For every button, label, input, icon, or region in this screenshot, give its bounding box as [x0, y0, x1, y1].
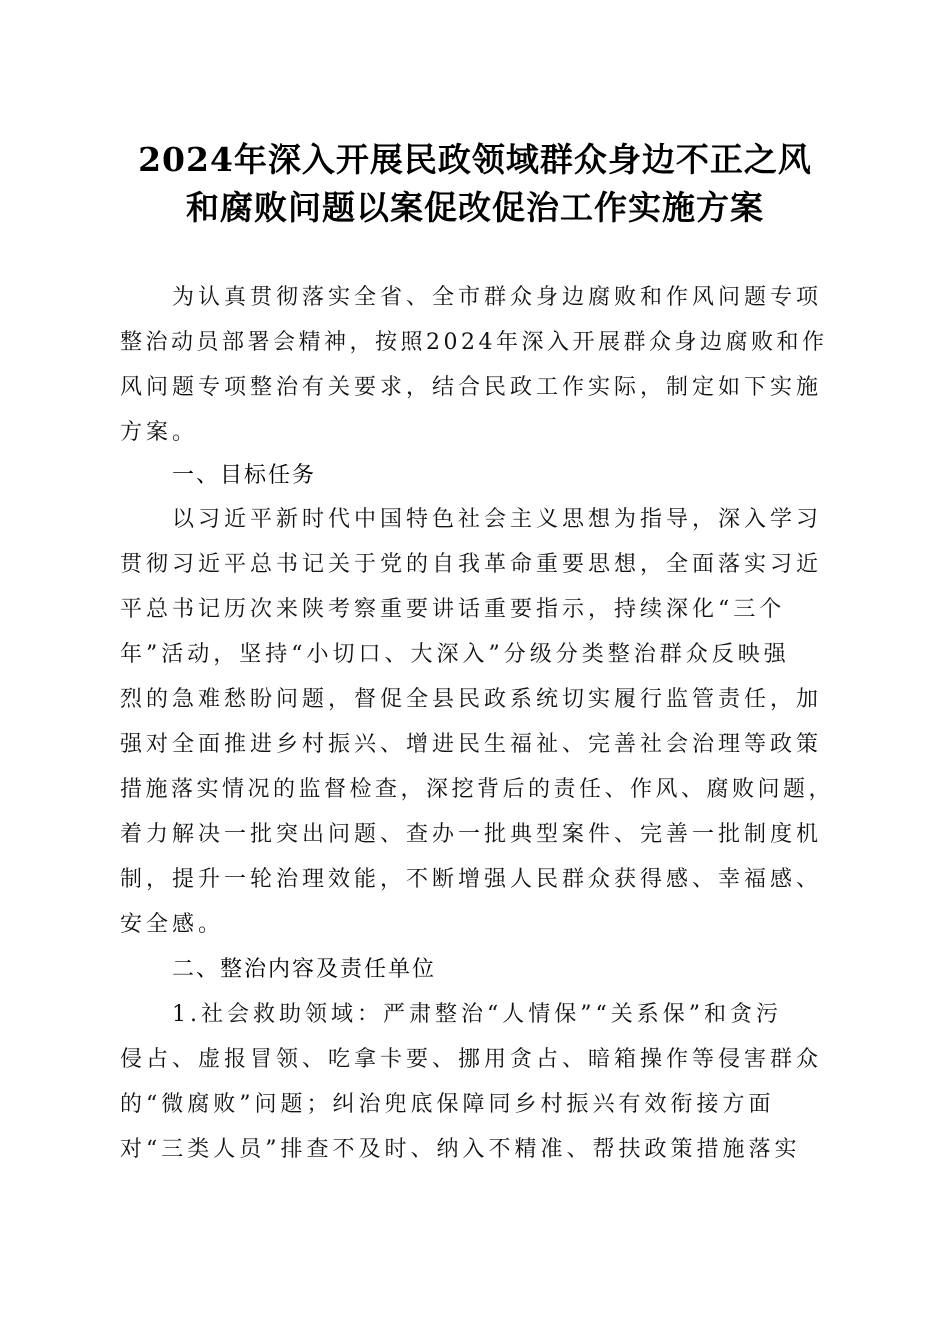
document-title-line-1: 2024年深入开展民政领域群众身边不正之风: [138, 140, 812, 179]
section1-line: 措施落实情况的监督检查，深挖背后的责任、作风、腐败问题，: [120, 777, 835, 802]
document-title-line-2: 和腐败问题以案促改促治工作实施方案: [186, 188, 764, 227]
section1-line: 以习近平新时代中国特色社会主义思想为指导，深入学习: [172, 507, 823, 532]
section2-line: 对“三类人员”排查不及时、纳入不精准、帮扶政策措施落实: [120, 1137, 801, 1162]
section1-line: 烈的急难愁盼问题，督促全县民政系统切实履行监管责任，加: [120, 687, 823, 712]
section-heading-goals: 一、目标任务: [172, 463, 317, 488]
section1-line: 安全感。: [120, 912, 225, 937]
section2-line: 1.社会救助领域：严肃整治“人情保”“关系保”和贪污: [172, 1002, 782, 1027]
section1-line: 强对全面推进乡村振兴、增进民生福祉、完善社会治理等政策: [120, 732, 823, 757]
intro-line: 为认真贯彻落实全省、全市群众身边腐败和作风问题专项: [172, 285, 823, 310]
intro-line: 风问题专项整治有关要求，结合民政工作实际，制定如下实施: [120, 375, 823, 400]
intro-line: 方案。: [120, 420, 199, 445]
section2-line: 侵占、虚报冒领、吃拿卡要、挪用贪占、暗箱操作等侵害群众: [120, 1047, 823, 1072]
section1-line: 年”活动，坚持“小切口、大深入”分级分类整治群众反映强: [120, 642, 790, 667]
section-heading-content: 二、整治内容及责任单位: [172, 957, 437, 982]
section1-line: 贯彻习近平总书记关于党的自我革命重要思想，全面落实习近: [120, 552, 823, 577]
intro-line: 整治动员部署会精神，按照2024年深入开展群众身边腐败和作: [120, 330, 828, 355]
section1-line: 着力解决一批突出问题、查办一批典型案件、完善一批制度机: [120, 822, 823, 847]
section1-line: 平总书记历次来陕考察重要讲话重要指示，持续深化“三个: [120, 597, 786, 622]
section2-line: 的“微腐败”问题；纠治兜底保障同乡村振兴有效衔接方面: [120, 1092, 775, 1117]
section1-line: 制，提升一轮治理效能，不断增强人民群众获得感、幸福感、: [120, 867, 823, 892]
